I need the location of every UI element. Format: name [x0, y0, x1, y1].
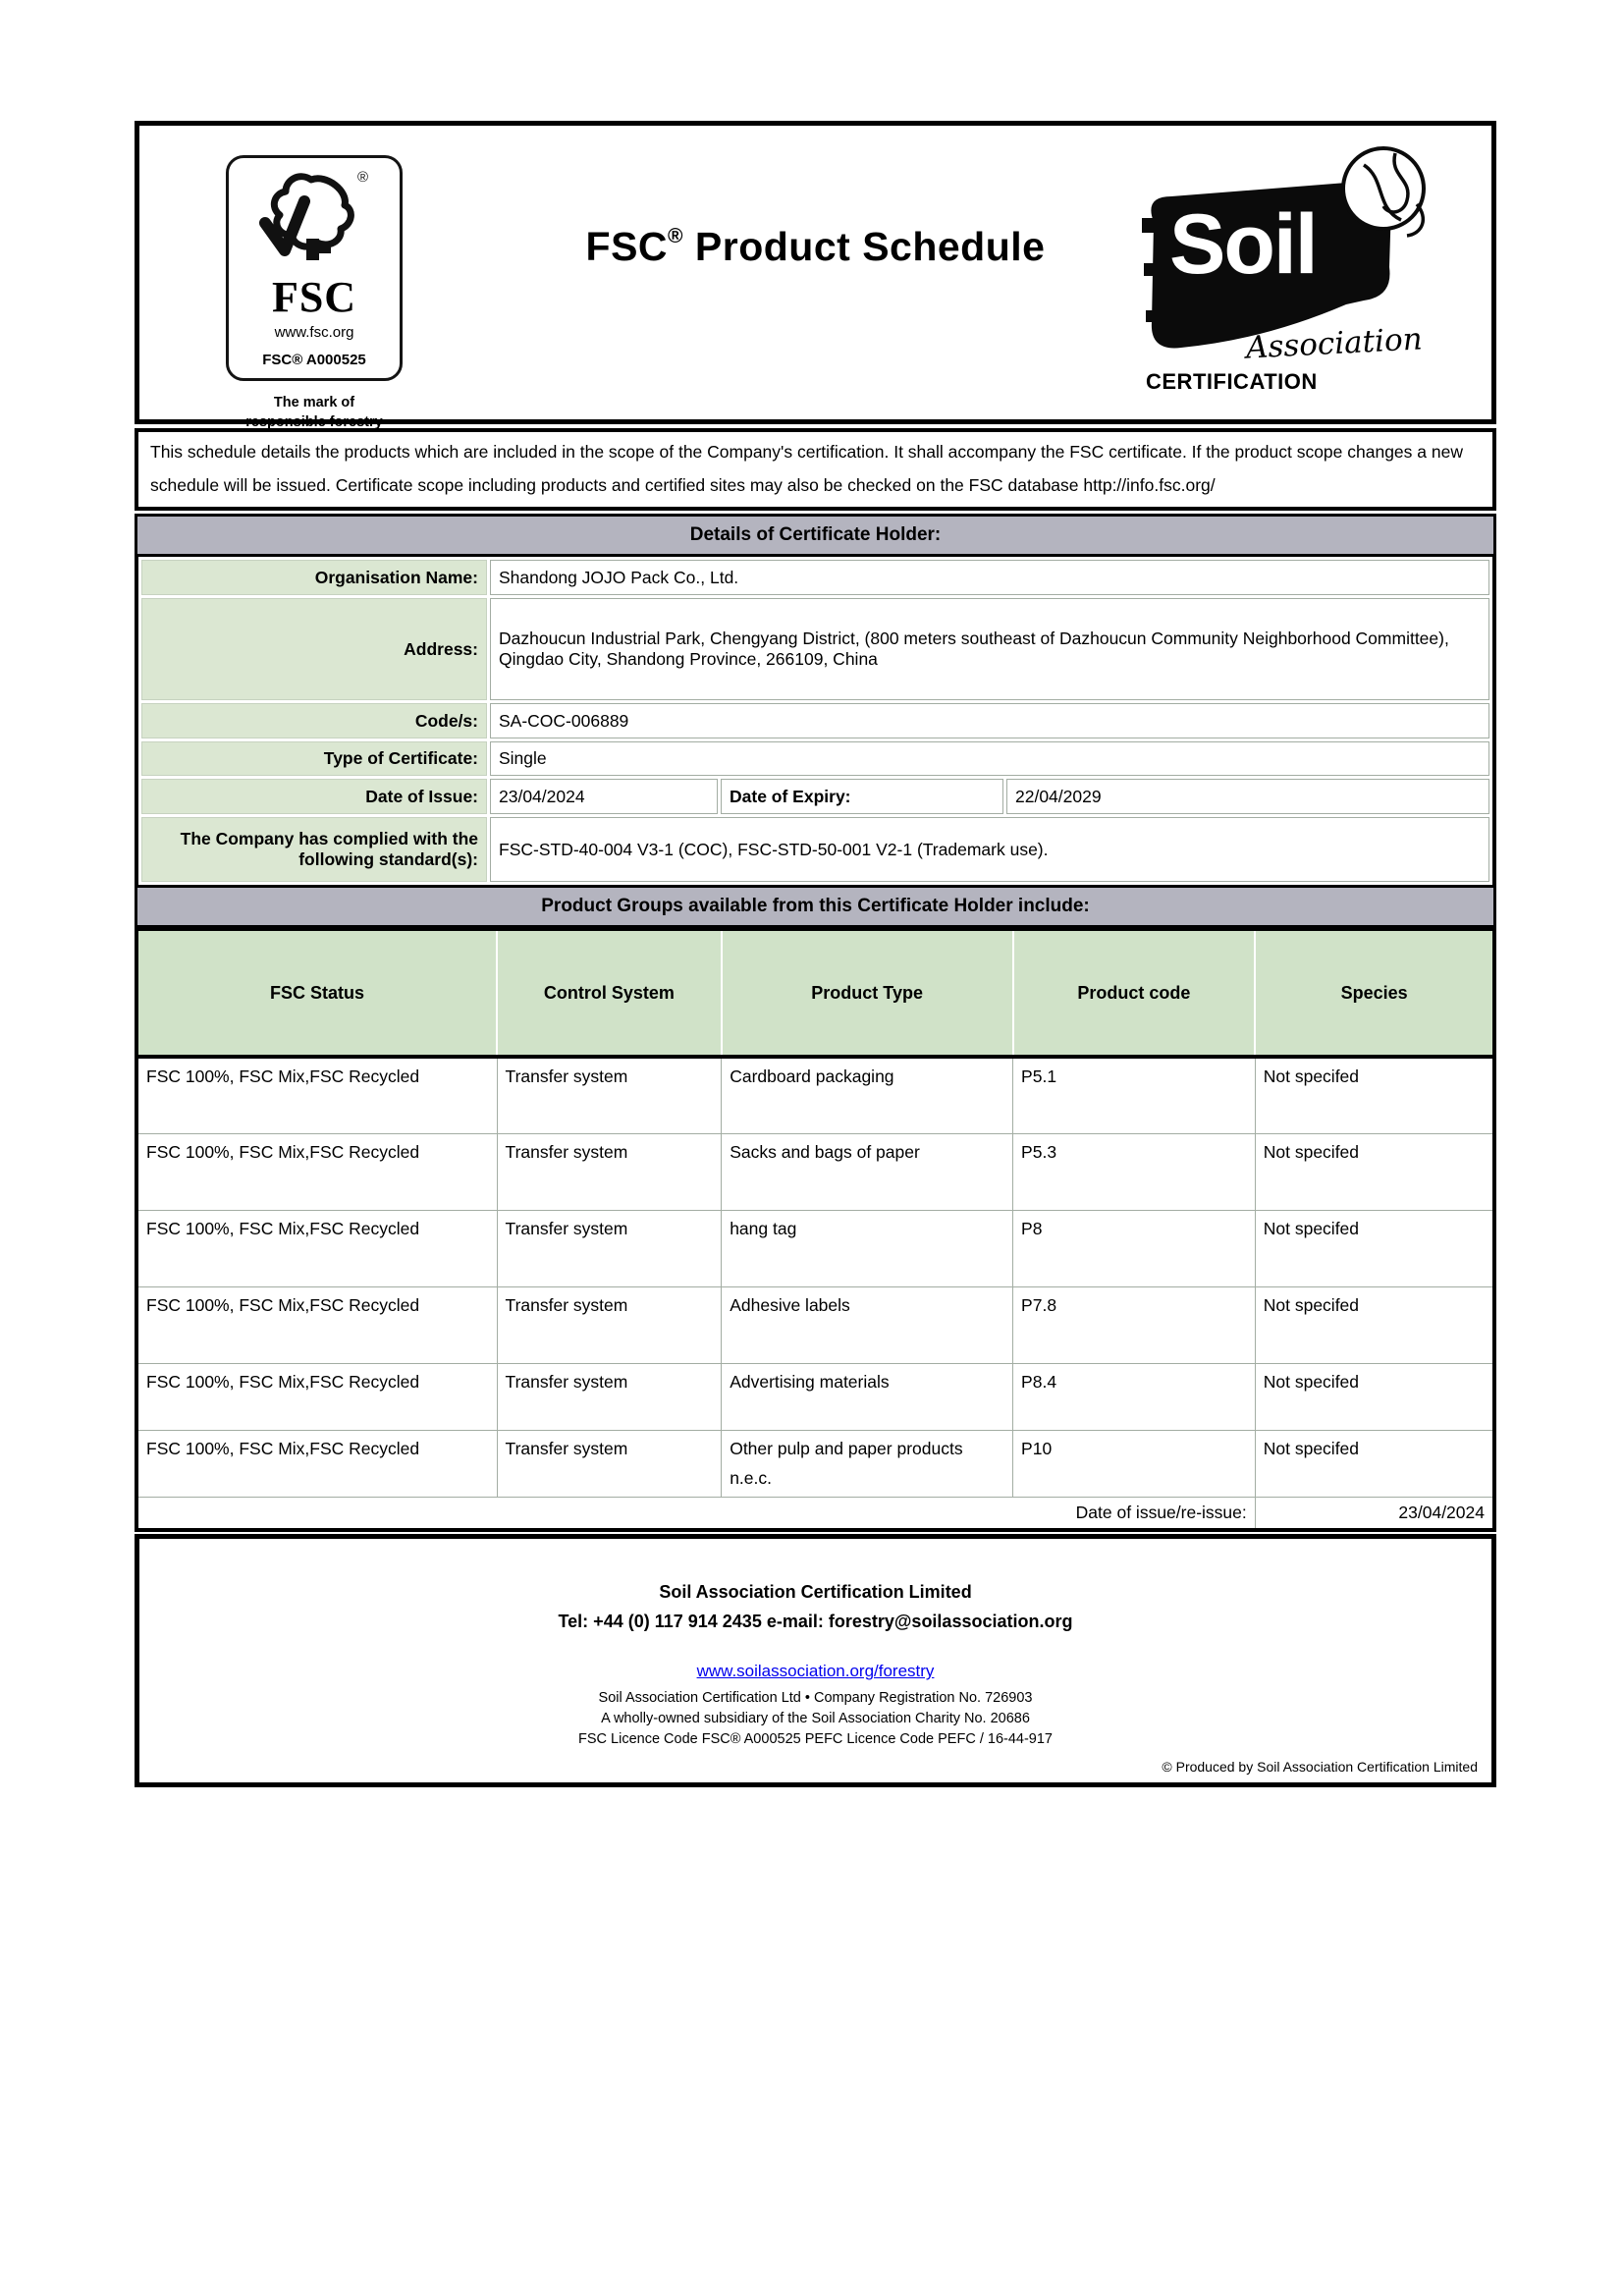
column-header-fsc-status: FSC Status — [136, 929, 497, 1057]
product-type-cell: Sacks and bags of paper — [722, 1133, 1013, 1210]
certificate-type-value: Single — [490, 741, 1489, 776]
fsc-status-cell: FSC 100%, FSC Mix,FSC Recycled — [136, 1133, 497, 1210]
reissue-date-label: Date of issue/re-issue: — [136, 1497, 1255, 1530]
fsc-url: www.fsc.org — [274, 324, 354, 341]
soil-certification-label: CERTIFICATION — [1146, 369, 1318, 394]
footer-licence-line: FSC Licence Code FSC® A000525 PEFC Licence Code PEFC / 16-44-917 — [578, 1731, 1053, 1748]
table-row — [136, 1430, 1494, 1497]
standards-value: FSC-STD-40-004 V3-1 (COC), FSC-STD-50-001 V2-1 (Trademark use). — [490, 817, 1489, 882]
control-system-cell: Transfer system — [497, 1363, 722, 1430]
codes-value: SA-COC-006889 — [490, 703, 1489, 738]
soil-wordmark: Soil — [1169, 197, 1317, 292]
species-cell: Not specifed — [1255, 1057, 1494, 1133]
table-row — [141, 779, 1489, 814]
fsc-tagline-line1: The mark of — [273, 395, 355, 410]
fsc-status-cell: FSC 100%, FSC Mix,FSC Recycled — [136, 1210, 497, 1286]
products-table — [135, 927, 1496, 1532]
species-cell: Not specifed — [1255, 1210, 1494, 1286]
control-system-cell: Transfer system — [497, 1430, 722, 1497]
table-row — [136, 1363, 1494, 1430]
header-section — [135, 121, 1496, 430]
details-section-header: Details of Certificate Holder: — [135, 514, 1496, 557]
standards-label: The Company has complied with the following standard(s): — [141, 817, 487, 882]
organisation-name-label: Organisation Name: — [141, 560, 487, 595]
column-header-control-system: Control System — [497, 929, 722, 1057]
product-type-cell: Adhesive labels — [722, 1286, 1013, 1363]
product-code-cell: P8.4 — [1013, 1363, 1256, 1430]
date-of-issue-value: 23/04/2024 — [490, 779, 718, 814]
table-row — [141, 817, 1489, 882]
table-row — [136, 1057, 1494, 1133]
product-code-cell: P8 — [1013, 1210, 1256, 1286]
species-cell: Not specifed — [1255, 1133, 1494, 1210]
codes-label: Code/s: — [141, 703, 487, 738]
table-row — [136, 1133, 1494, 1210]
table-row — [136, 1286, 1494, 1363]
product-code-cell: P7.8 — [1013, 1286, 1256, 1363]
product-type-cell: hang tag — [722, 1210, 1013, 1286]
footer-section — [135, 1534, 1496, 1787]
date-of-expiry-label: Date of Expiry: — [721, 779, 1003, 814]
table-row — [141, 598, 1489, 700]
fsc-status-cell: FSC 100%, FSC Mix,FSC Recycled — [136, 1363, 497, 1430]
product-type-cell: Advertising materials — [722, 1363, 1013, 1430]
details-table — [138, 557, 1492, 885]
table-row — [141, 560, 1489, 595]
control-system-cell: Transfer system — [497, 1057, 722, 1133]
table-row — [141, 741, 1489, 776]
soil-association-script: Association — [1245, 321, 1424, 366]
page-title-rest: Product Schedule — [683, 224, 1046, 269]
fsc-registered-icon: ® — [357, 169, 369, 186]
footer-charity-line: A wholly-owned subsidiary of the Soil Association Charity No. 20686 — [601, 1711, 1030, 1727]
control-system-cell: Transfer system — [497, 1133, 722, 1210]
document-body — [135, 121, 1496, 1787]
soil-leaf-icon — [1334, 139, 1433, 243]
footer-registration-line: Soil Association Certification Ltd • Company Registration No. 726903 — [598, 1690, 1033, 1707]
products-header-row — [136, 929, 1494, 1057]
fsc-wordmark: FSC — [271, 273, 357, 321]
product-type-cell: Cardboard packaging — [722, 1057, 1013, 1133]
species-cell: Not specifed — [1255, 1430, 1494, 1497]
product-code-cell: P5.1 — [1013, 1057, 1256, 1133]
address-label: Address: — [141, 598, 487, 700]
soil-association-logo — [1140, 161, 1423, 395]
reissue-date-value: 23/04/2024 — [1255, 1497, 1494, 1530]
products-section-header: Product Groups available from this Certificate Holder include: — [135, 885, 1496, 927]
page-title-registered: ® — [668, 225, 684, 248]
details-table-wrap — [135, 557, 1496, 885]
column-header-product-code: Product code — [1013, 929, 1256, 1057]
fsc-licence-code: FSC® A000525 — [262, 352, 366, 368]
product-type-cell: Other pulp and paper products n.e.c. — [722, 1430, 1013, 1497]
footer-website-link[interactable]: www.soilassociation.org/forestry — [696, 1662, 935, 1681]
table-row — [136, 1210, 1494, 1286]
product-code-cell: P5.3 — [1013, 1133, 1256, 1210]
product-code-cell: P10 — [1013, 1430, 1256, 1497]
date-of-expiry-value: 22/04/2029 — [1006, 779, 1489, 814]
column-header-species: Species — [1255, 929, 1494, 1057]
footer-produced-by: © Produced by Soil Association Certification Limited — [1162, 1759, 1478, 1776]
date-of-issue-label: Date of Issue: — [141, 779, 487, 814]
organisation-name-value: Shandong JOJO Pack Co., Ltd. — [490, 560, 1489, 595]
certificate-type-label: Type of Certificate: — [141, 741, 487, 776]
control-system-cell: Transfer system — [497, 1286, 722, 1363]
table-row — [141, 703, 1489, 738]
fsc-status-cell: FSC 100%, FSC Mix,FSC Recycled — [136, 1430, 497, 1497]
address-value: Dazhoucun Industrial Park, Chengyang District, (800 meters southeast of Dazhoucun Community Neighborhood Committee), Qingdao City, Shandong Province, 266109, China — [490, 598, 1489, 700]
column-header-product-type: Product Type — [722, 929, 1013, 1057]
species-cell: Not specifed — [1255, 1286, 1494, 1363]
species-cell: Not specifed — [1255, 1363, 1494, 1430]
reissue-row — [136, 1497, 1494, 1530]
control-system-cell: Transfer system — [497, 1210, 722, 1286]
footer-company-name: Soil Association Certification Limited — [659, 1582, 972, 1603]
footer-contact-line: Tel: +44 (0) 117 914 2435 e-mail: forestry@soilassociation.org — [558, 1612, 1073, 1632]
page-title-fsc: FSC — [585, 224, 669, 269]
fsc-status-cell: FSC 100%, FSC Mix,FSC Recycled — [136, 1286, 497, 1363]
fsc-logo — [226, 155, 403, 432]
fsc-status-cell: FSC 100%, FSC Mix,FSC Recycled — [136, 1057, 497, 1133]
fsc-tagline-line2: responsible forestry — [245, 413, 383, 430]
intro-paragraph: This schedule details the products which are included in the scope of the Company's certification. It shall accompany the FSC certificate. If the product scope changes a new schedule will be issued. Certificate scope including products and certified sites may also be checked on the FSC database http://info.fsc.org/ — [135, 428, 1496, 511]
fsc-tagline — [226, 394, 403, 432]
